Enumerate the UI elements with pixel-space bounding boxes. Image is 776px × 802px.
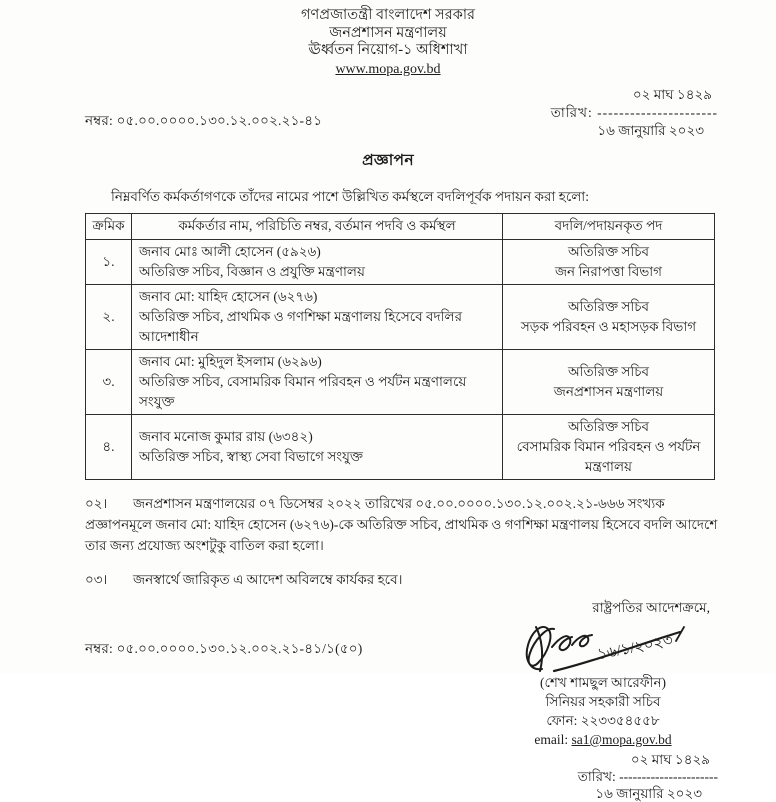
new-post-title: অতিরিক্ত সচিব [567,299,650,314]
header-serial: ক্রমিক [86,214,132,240]
date-dashes: ---------------------- [597,105,718,120]
officer-name: জনাব মো: মুহিদুল ইসলাম (৬২৯৬) [139,354,322,369]
row-officer-info [132,415,503,480]
date-block-bottom [478,751,728,802]
new-post-office: বেসামরিক বিমান পরিবহন ও পর্যটন মন্ত্রণালয় [516,439,701,474]
memo-label: নম্বর: [85,113,113,128]
ministry-website-link[interactable]: www.mopa.gov.bd [335,61,441,77]
table-row [86,285,715,350]
date-gregorian: ১৬ জানুয়ারি ২০২৩ [597,123,704,138]
row-officer-info [132,240,503,285]
table-row [86,350,715,415]
row-new-post [503,415,715,480]
new-post-title: অতিরিক্ত সচিব [567,419,650,434]
signature-block [478,598,728,802]
officer-current-post: অতিরিক্ত সচিব, স্বাস্থ্য সেবা বিভাগে সংযুক্ত [139,449,363,464]
ministry-name: জনপ্রশাসন মন্ত্রণালয় [329,24,447,41]
intro-text: নিম্নবর্ণিত কর্মকর্তাগণকে তাঁদের নামের পাশে উল্লিখিত কর্মস্থলে বদলিপূর্বক পদায়ন করা হলো: [111,189,589,204]
header-name: কর্মকর্তার নাম, পরিচিতি নম্বর, বর্তমান পদবি ও কর্মস্থল [132,214,503,240]
government-name: গণপ্রজাতন্ত্রী বাংলাদেশ সরকার [300,7,476,23]
officer-current-post: অতিরিক্ত সচিব, বিজ্ঞান ও প্রযুক্তি মন্ত্রণালয় [139,264,365,279]
paragraph-03 [85,569,718,590]
date-block-top [551,86,718,140]
officer-current-post: অতিরিক্ত সচিব, প্রাথমিক ও গণশিক্ষা মন্ত্রণালয় হিসেবে বদলির আদেশাধীন [139,309,462,344]
new-post-office: জনপ্রশাসন মন্ত্রণালয় [553,384,664,399]
new-post-office: জন নিরাপত্তা বিভাগ [554,264,663,279]
header-post: বদলি/পদায়নকৃত পদ [503,214,715,240]
row-new-post [503,240,715,285]
row-new-post [503,285,715,350]
date-label-row [551,104,718,122]
table-row [86,240,715,285]
email-label: email: [534,732,569,747]
signatory-name: (শেখ শামছুল আরেফীন) [539,675,667,690]
paragraph-text: জনপ্রশাসন মন্ত্রণালয়ের ০৭ ডিসেম্বর ২০২২ তারিখের ০৫.০০.০০০০.১৩০.১২.০০২.২১-৬৬৬ সংখ্যক প্রজ্ঞাপনমূলে জনাব মো: যাহিদ হোসেন (৬২৭৬)-কে অতিরিক্ত সচিব, প্রাথমিক ও গণশিক্ষা মন্ত্রণালয় হিসেবে বদলি আদেশে তার জন্য প্রযোজ্য অংশটুকু বাতিল করা হলো। [85,496,718,553]
paragraph-number: ০৩। [85,572,108,587]
letterhead [0,0,776,78]
paragraph-text: জনস্বার্থে জারিকৃত এ আদেশ অবিলম্বে কার্যকর হবে। [133,572,403,587]
transfer-table [85,213,715,480]
signatory-phone: ফোন: ২২৩৩৫৪৫৫৮ [546,713,660,728]
branch-name: ঊর্ধ্বতন নিয়োগ-১ অধিশাখা [308,42,468,58]
row-officer-info [132,350,503,415]
signatory-designation: সিনিয়র সহকারী সচিব [545,694,661,709]
row-serial: ৩. [86,350,132,415]
reference-row [85,86,718,140]
new-post-office: সড়ক পরিবহন ও মহাসড়ক বিভাগ [520,319,697,334]
paragraph-02 [85,493,718,556]
date-gregorian: ১৬ জানুয়ারি ২০২৩ [595,786,702,801]
new-post-title: অতিরিক্ত সচিব [567,364,650,379]
memo-label: নম্বর: [85,641,113,656]
row-new-post [503,350,715,415]
officer-name: জনাব মো: যাহিদ হোসেন (৬২৭৬) [139,289,318,304]
table-header-row [86,214,715,240]
memo-number-line [85,110,322,133]
memo-number: ০৫.০০.০০০০.১৩০.১২.০০২.২১-৪১ [116,113,323,128]
handwritten-signature [508,619,698,677]
footer-memo-number: ০৫.০০.০০০০.১৩০.১২.০০২.২১-৪১/১(৫০) [116,641,363,656]
officer-name: জনাব মোঃ আলী হোসেন (৫৯২৬) [139,244,321,259]
row-serial: ১. [86,240,132,285]
date-label-row [478,768,718,785]
row-serial: ২. [86,285,132,350]
date-label: তারিখ: [550,105,593,120]
signature-handwritten-date: ১৬/১/২০২৩ [596,632,675,664]
new-post-title: অতিরিক্ত সচিব [567,244,650,259]
by-order-text: রাষ্ট্রপতির আদেশক্রমে, [592,600,710,615]
footer-memo-number-line [85,638,362,661]
signatory-email-link[interactable]: sa1@mopa.gov.bd [571,732,672,747]
officer-name: জনাব মনোজ কুমার রায় (৬৩৪২) [139,429,313,444]
date-label: তারিখ: [577,769,616,784]
date-bangla: ০২ মাঘ ১৪২৯ [632,87,712,102]
row-serial: ৪. [86,415,132,480]
signatory-email-line [478,730,728,749]
date-dashes: ---------------------- [619,769,718,784]
row-officer-info [132,285,503,350]
officer-current-post: অতিরিক্ত সচিব, বেসামরিক বিমান পরিবহন ও পর্যটন মন্ত্রণালয়ে সংযুক্ত [139,374,467,409]
paragraph-number: ০২। [85,496,108,511]
document-title: প্রজ্ঞাপন [362,152,414,169]
table-row [86,415,715,480]
date-bangla: ০২ মাঘ ১৪২৯ [630,752,710,767]
